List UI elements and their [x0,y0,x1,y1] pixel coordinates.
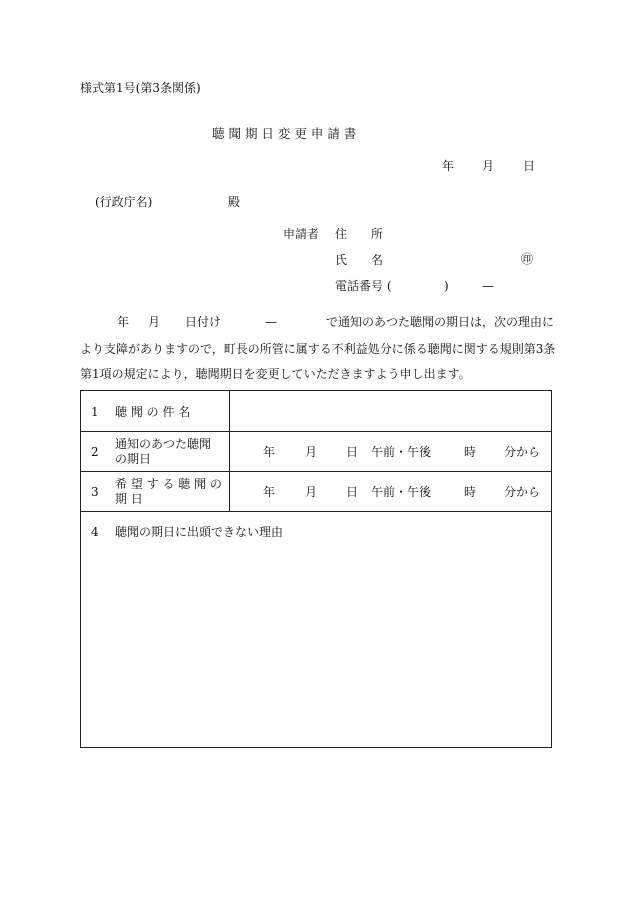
request-table [80,390,552,748]
row2-label-line1: 通知のあつた聴聞 [115,437,212,451]
row3-hour: 時 [464,485,477,499]
body-line2: より支障がありますので，町長の所管に属する不利益処分に係る聴聞に関する規則第3条 [80,342,556,356]
row2-minute-from: 分から [504,445,541,459]
row3-ampm: 午前・午後 [371,485,432,499]
row2-day: 日 [346,445,359,459]
applicant-label: 申請者 [283,227,320,241]
row3-minute-from: 分から [504,485,541,499]
row3-number: 3 [91,485,99,499]
row1-number: 1 [91,405,99,419]
phone-label: 電話番号 ( [335,279,392,293]
row3-day: 日 [346,485,359,499]
seal-mark: ㊞ [521,252,534,266]
phone-close: ) [444,279,449,293]
form-number: 様式第1号(第3条関係) [80,81,201,95]
address-label: 住 所 [335,227,384,241]
row3-label-line1: 希 望 す る 聴 聞 の [115,477,222,491]
row3-year: 年 [263,485,276,499]
date-month: 月 [482,159,495,173]
row2-number: 2 [91,445,99,459]
row2-label-line2: の期日 [115,452,152,466]
body-line3: 第1項の規定により，聴聞期日を変更していただきますよう申し出ます。 [80,367,471,381]
row2-year: 年 [263,445,276,459]
row1-label: 聴 聞 の 件 名 [115,405,191,419]
row4-label: 聴聞の期日に出頭できない理由 [115,525,284,539]
row2-ampm: 午前・午後 [371,445,432,459]
name-label: 氏 名 [335,253,384,267]
date-day: 日 [523,159,536,173]
row3-label-line2: 期 日 [115,492,143,506]
phone-dash: — [482,279,494,293]
row4-number: 4 [91,525,99,539]
honorific: 殿 [228,195,241,209]
date-year: 年 [442,159,455,173]
body-year: 年 [117,315,130,329]
body-dash: — [265,315,277,329]
row2-hour: 時 [464,445,477,459]
document-title: 聴 聞 期 日 変 更 申 請 書 [212,126,357,141]
body-dated: 日付け [185,315,222,329]
body-month: 月 [148,315,161,329]
row2-month: 月 [305,445,318,459]
body-line1-rest: で通知のあつた聴聞の期日は，次の理由に [326,315,555,329]
agency-name: (行政庁名) [95,195,153,209]
row3-month: 月 [305,485,318,499]
